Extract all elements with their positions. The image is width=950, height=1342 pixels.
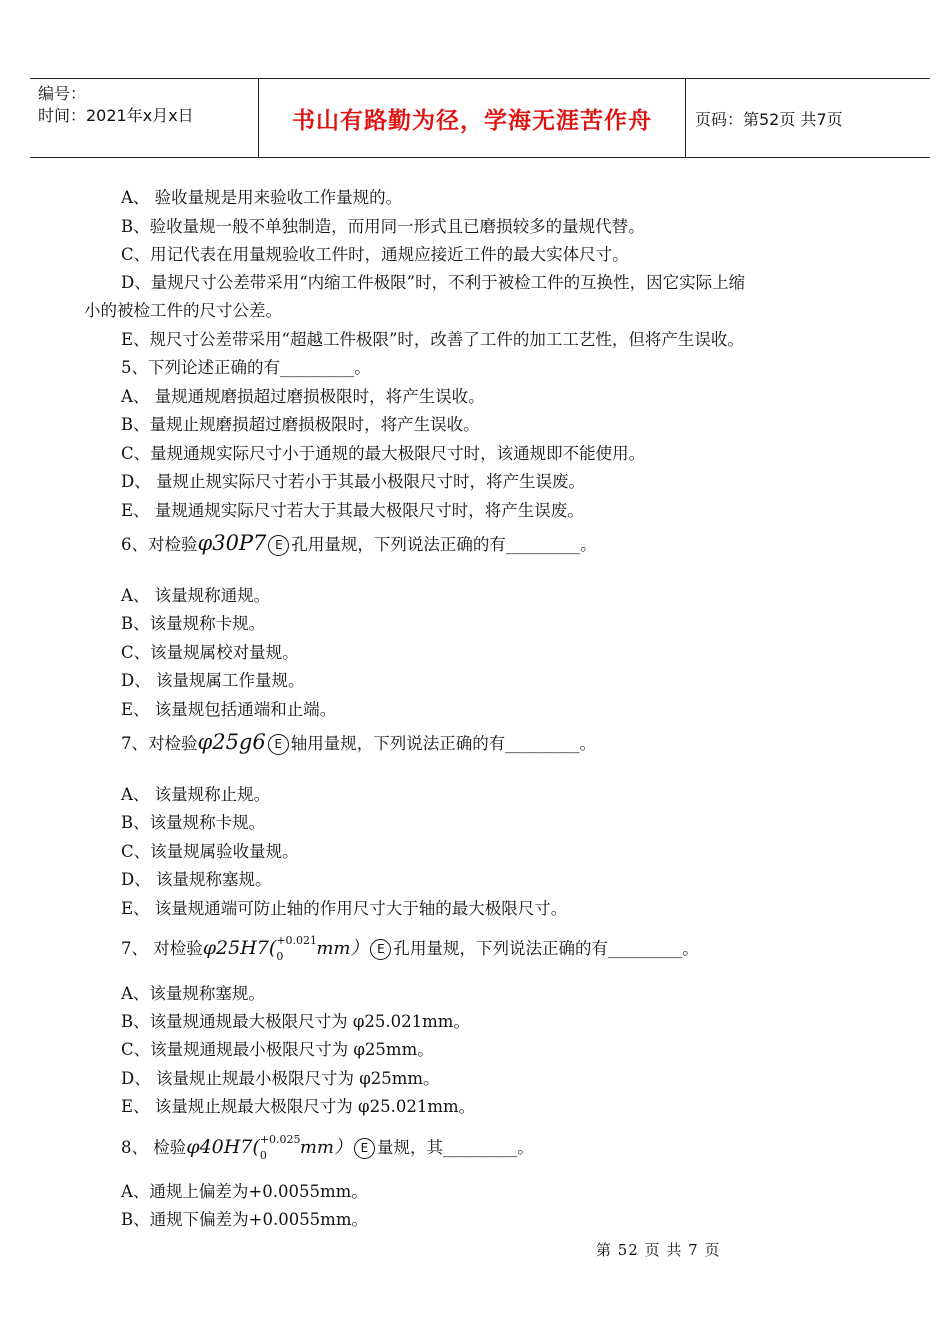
- tolerance-deviation: [276, 933, 318, 963]
- option-line: B、通规下偏差为+0.0055mm。: [121, 1210, 368, 1229]
- envelope-symbol-icon: E: [268, 734, 289, 755]
- time-label: 时间：2021年x月x日: [38, 106, 194, 125]
- option-line: A、 验收量规是用来验收工作量规的。: [121, 188, 403, 207]
- option-line: A、该量规称塞规。: [121, 984, 265, 1003]
- option-line: D、 量规止规实际尺寸若小于其最小极限尺寸时，将产生误废。: [121, 472, 585, 491]
- option-line: B、验收量规一般不单独制造，而用同一形式且已磨损较多的量规代替。: [121, 217, 645, 236]
- tolerance-unit: mm）: [299, 1137, 352, 1158]
- option-line-continuation: 小的被检工件的尺寸公差。: [84, 301, 282, 320]
- document-header: [30, 78, 930, 158]
- tolerance-formula: φ30P7: [197, 531, 267, 555]
- question-7-hole: [121, 933, 699, 963]
- option-line: A、通规上偏差为+0.0055mm。: [121, 1182, 368, 1201]
- question-suffix: 孔用量规，下列说法正确的有_________。: [291, 535, 597, 554]
- question-prefix: 7、对检验: [121, 734, 198, 753]
- question-6: [121, 532, 597, 556]
- number-label: 编号：: [38, 84, 87, 103]
- tolerance-deviation: [259, 1132, 301, 1162]
- question-suffix: 量规，其_________。: [376, 1138, 534, 1157]
- envelope-symbol-icon: E: [268, 535, 289, 556]
- question-prefix: 8、 检验: [121, 1138, 187, 1157]
- option-line: E、 量规通规实际尺寸若大于其最大极限尺寸时，将产生误废。: [121, 501, 584, 520]
- option-line: E、规尺寸公差带采用“超越工件极限”时，改善了工件的加工工艺性，但将产生误收。: [121, 330, 744, 349]
- option-line: E、 该量规包括通端和止端。: [121, 700, 337, 719]
- option-line: C、量规通规实际尺寸小于通规的最大极限尺寸时，该通规即不能使用。: [121, 444, 646, 463]
- page-footer: 第 52 页 共 7 页: [596, 1241, 721, 1259]
- lower-deviation: 0: [259, 1148, 267, 1162]
- option-line: A、 该量规称止规。: [121, 785, 271, 804]
- option-line: D、 该量规止规最小极限尺寸为 φ25mm。: [121, 1069, 440, 1088]
- upper-deviation: +0.025: [259, 1132, 301, 1146]
- option-line: C、该量规属验收量规。: [121, 842, 299, 861]
- option-line: B、该量规称卡规。: [121, 614, 266, 633]
- option-line: D、 该量规称塞规。: [121, 870, 272, 889]
- question-prefix: 7、 对检验: [121, 939, 203, 958]
- option-line: C、该量规通规最小极限尺寸为 φ25mm。: [121, 1040, 434, 1059]
- option-line: E、 该量规止规最大极限尺寸为 φ25.021mm。: [121, 1097, 476, 1116]
- page-label: 页码：第52页 共7页: [695, 109, 843, 129]
- upper-deviation: +0.021: [276, 933, 318, 947]
- question-suffix: 孔用量规，下列说法正确的有_________。: [393, 939, 699, 958]
- option-line: A、 该量规称通规。: [121, 586, 271, 605]
- option-line: B、该量规称卡规。: [121, 813, 266, 832]
- question-suffix: 轴用量规，下列说法正确的有_________。: [290, 734, 596, 753]
- option-line: C、用记代表在用量规验收工件时，通规应接近工件的最大实体尺寸。: [121, 245, 629, 264]
- option-line: A、 量规通规磨损超过磨损极限时，将产生误收。: [121, 387, 485, 406]
- question-prefix: 6、对检验: [121, 535, 198, 554]
- tolerance-unit: mm）: [316, 938, 369, 959]
- question-8: [121, 1132, 534, 1162]
- header-motto-cell: [258, 79, 686, 157]
- envelope-symbol-icon: E: [354, 1138, 375, 1159]
- tolerance-formula: φ25g6: [197, 730, 266, 754]
- envelope-symbol-icon: E: [370, 939, 391, 960]
- motto: 书山有路勤为径，学海无涯苦作舟: [292, 107, 652, 134]
- header-page-cell: [685, 79, 930, 157]
- option-line: B、该量规通规最大极限尺寸为 φ25.021mm。: [121, 1012, 470, 1031]
- question-5: 5、下列论述正确的有_________。: [121, 358, 371, 377]
- tolerance-formula: φ25H7(: [202, 937, 277, 959]
- option-line: E、 该量规通端可防止轴的作用尺寸大于轴的最大极限尺寸。: [121, 899, 568, 918]
- tolerance-formula: φ40H7(: [186, 1136, 260, 1158]
- option-line: D、量规尺寸公差带采用“内缩工件极限”时，不利于被检工件的互换性，因它实际上缩: [121, 273, 746, 292]
- option-line: D、 该量规属工作量规。: [121, 671, 305, 690]
- option-line: B、量规止规磨损超过磨损极限时，将产生误收。: [121, 415, 480, 434]
- header-meta-cell: [30, 79, 258, 157]
- option-line: C、该量规属校对量规。: [121, 643, 299, 662]
- lower-deviation: 0: [276, 949, 284, 963]
- question-7: [121, 731, 596, 755]
